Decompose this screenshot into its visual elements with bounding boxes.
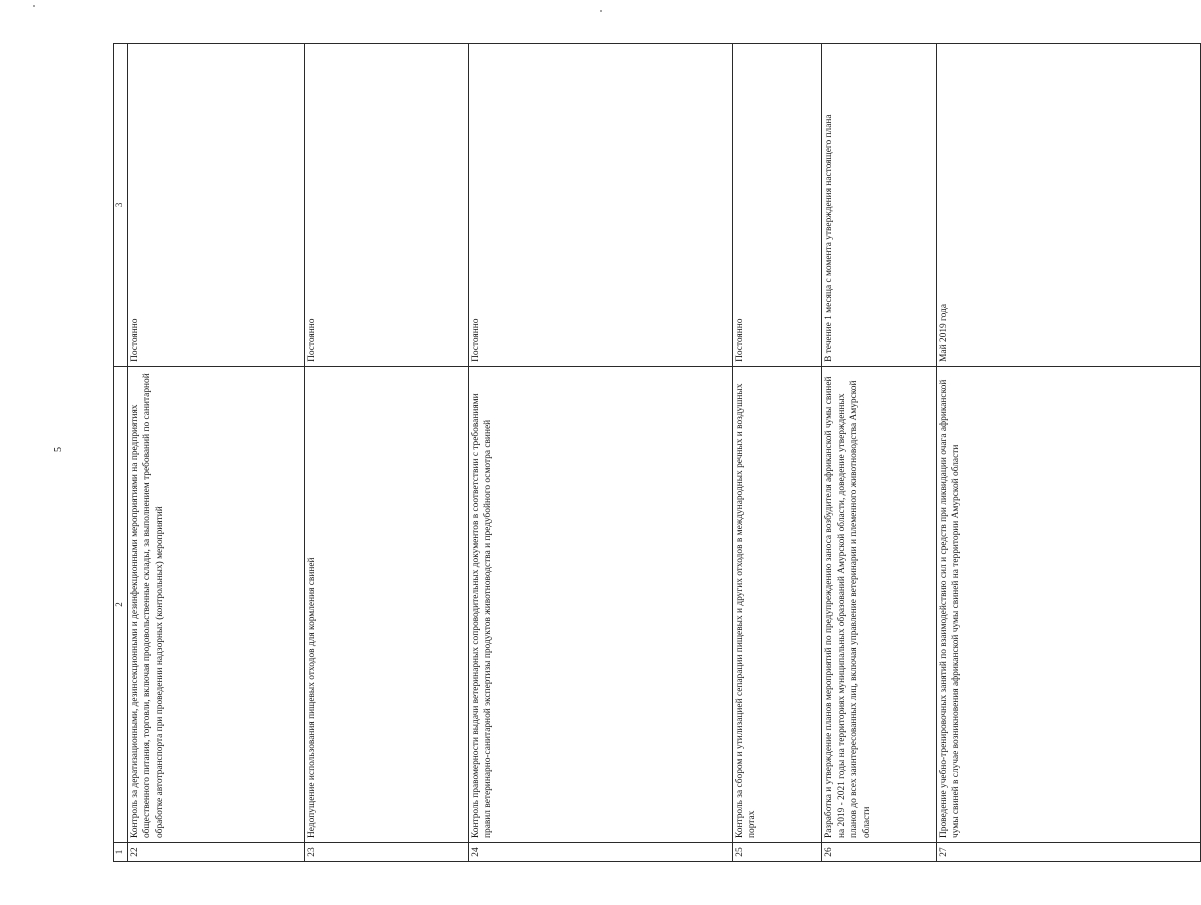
table-row [128,43,305,861]
measure-cell: Контроль за сбором и утилизацией сепарации пищевых и других отходов в международных речных и воздушных портах [732,366,822,842]
scan-speck [33,5,35,7]
page-number: 5 [53,447,64,452]
measure-cell: Контроль за дератизационными, дезинсекционными и дезинфекционными мероприятиями на предприятиях общественного питания, торговли, включая продовольственные склады, за выполнением требований по санитарной обработке автотранспорта при проведении надзорных (контрольных) мероприятий [128,366,305,842]
table-row [304,43,468,861]
column-header: 1 [114,843,128,862]
measure-cell: Недопущение использования пищевых отходов для кормления свиней [304,366,468,842]
scan-speck [600,10,602,12]
measures-table [113,43,1201,862]
table-header-row [114,43,128,861]
measure-cell: Разработка и утверждение планов мероприятий по предупреждению заноса возбудителя африканской чумы свиней на 2019 - 2021 годы на территориях муниципальных образований Амурской области, доведение утвержденных планов до всех заинтересованных лиц, включая управление ветеринарии и племенного животноводства Амурской области [822,366,937,842]
term-cell: Постоянно [732,43,822,366]
column-header: 2 [114,366,128,842]
measure-cell: Контроль правомерности выдачи ветеринарных сопроводительных документов в соответствии с требованиями правил ветеринарно-санитарной экспертизы продуктов животноводства и предубойного осмотра свиней [468,366,732,842]
row-number: 22 [128,843,305,862]
row-number: 27 [937,843,1201,862]
table-row [822,43,937,861]
rotated-table-container [113,44,962,862]
table-row [468,43,732,861]
term-cell: В течение 1 месяца с момента утверждения настоящего плана [822,43,937,366]
table-row [937,43,1201,861]
column-header: 3 [114,43,128,366]
measure-cell: Проведение учебно-тренировочных занятий по взаимодействию сил и средств при ликвидации очага африканской чумы свиней в случае возникновения африканской чумы свиней на территории Амурской области [937,366,1201,842]
row-number: 24 [468,843,732,862]
row-number: 25 [732,843,822,862]
table-row [732,43,822,861]
row-number: 23 [304,843,468,862]
term-cell: Постоянно [468,43,732,366]
term-cell: Май 2019 года [937,43,1201,366]
term-cell: Постоянно [128,43,305,366]
row-number: 26 [822,843,937,862]
term-cell: Постоянно [304,43,468,366]
